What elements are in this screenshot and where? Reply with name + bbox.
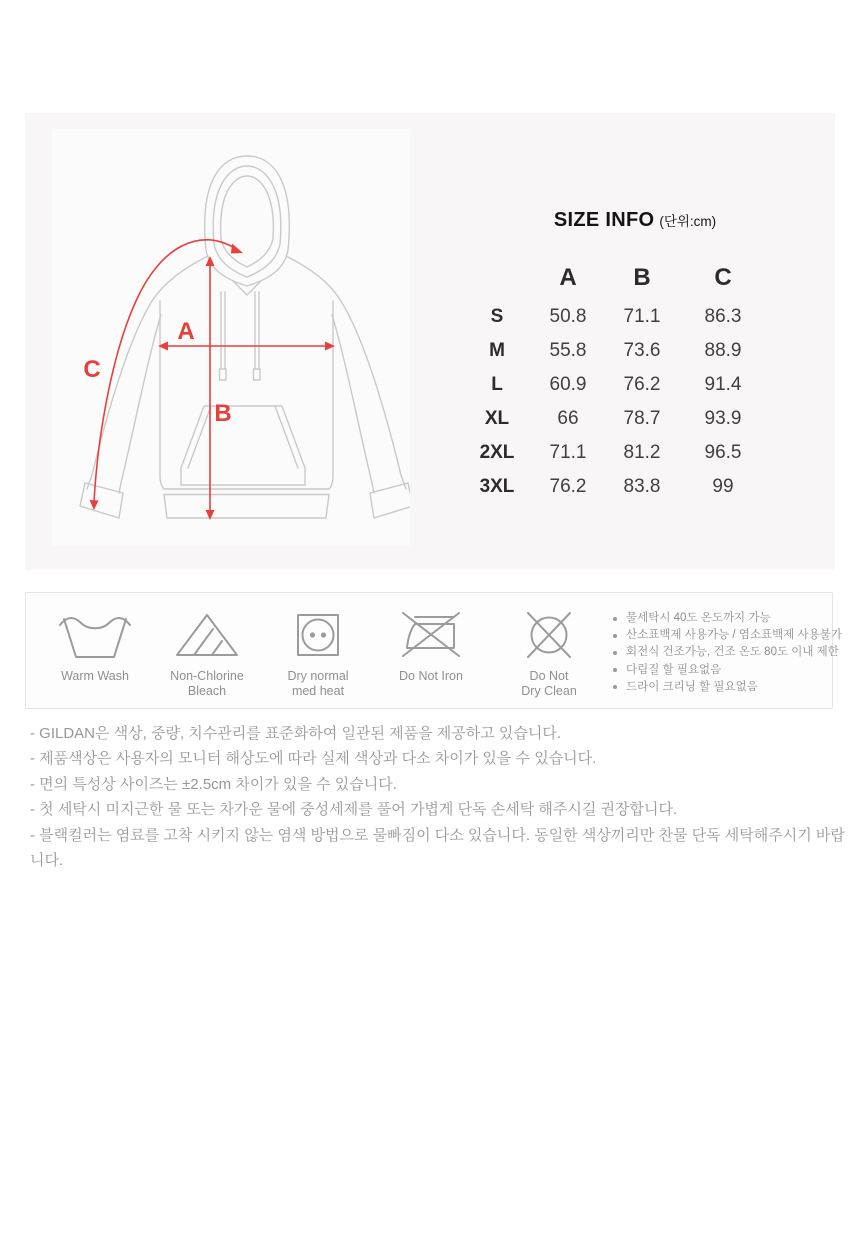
row-label-xl: XL bbox=[484, 408, 510, 429]
cell-3xl-a: 76.2 bbox=[549, 476, 587, 497]
measure-label-b: B bbox=[214, 400, 232, 427]
row-label-s: S bbox=[490, 306, 504, 327]
measure-arrow-b bbox=[206, 256, 215, 520]
cell-3xl-b: 83.8 bbox=[623, 476, 661, 497]
care-label-line1: Dry normal bbox=[287, 669, 349, 683]
do-not-dry-clean-icon bbox=[489, 609, 609, 661]
care-bullet: 다림질 할 필요없음 bbox=[611, 662, 851, 679]
cell-l-a: 60.9 bbox=[549, 374, 587, 395]
notes-section bbox=[30, 721, 845, 873]
measure-label-c: C bbox=[83, 356, 101, 383]
care-bullet: 물세탁시 40도 온도까지 가능 bbox=[611, 610, 851, 627]
cell-3xl-c: 99 bbox=[712, 476, 734, 497]
row-label-2xl: 2XL bbox=[479, 442, 515, 463]
cell-2xl-b: 81.2 bbox=[623, 442, 661, 463]
measure-label-a: A bbox=[177, 318, 195, 345]
cell-s-a: 50.8 bbox=[549, 306, 587, 327]
hoodie-line-art bbox=[52, 129, 410, 546]
care-label-line1: Do Not Iron bbox=[399, 669, 463, 683]
cell-m-a: 55.8 bbox=[549, 340, 587, 361]
col-header-c: C bbox=[714, 264, 732, 291]
bullet-dot-icon bbox=[613, 685, 617, 689]
care-bullet-list bbox=[611, 610, 851, 696]
tumble-dry-icon bbox=[258, 609, 378, 661]
warm-wash-icon bbox=[35, 609, 155, 661]
note-line: - 제품색상은 사용자의 모니터 해상도에 따라 실제 색상과 다소 차이가 있을 수 있습니다. bbox=[30, 750, 597, 768]
size-info-unit: (단위:cm) bbox=[659, 214, 717, 229]
row-label-l: L bbox=[491, 374, 503, 395]
bullet-dot-icon bbox=[613, 651, 617, 655]
care-label-line2: Bleach bbox=[187, 684, 227, 698]
cell-l-c: 91.4 bbox=[704, 374, 742, 395]
size-info-title bbox=[455, 209, 815, 232]
care-bullet: 회전식 건조가능, 건조 온도 80도 이내 제한 bbox=[611, 644, 851, 661]
note-line: - GILDAN은 색상, 중량, 치수관리를 표준화하여 일관된 제품을 제공하고 있습니다. bbox=[30, 725, 562, 742]
care-label-line1: Warm Wash bbox=[61, 669, 129, 683]
cell-xl-b: 78.7 bbox=[623, 408, 661, 429]
care-label-line1: Non-Chlorine bbox=[170, 669, 244, 683]
care-item-dry-normal bbox=[258, 609, 378, 699]
col-header-b: B bbox=[633, 264, 651, 291]
cell-s-b: 71.1 bbox=[623, 306, 661, 327]
bullet-dot-icon bbox=[613, 634, 617, 638]
size-info-panel bbox=[25, 113, 835, 570]
note-line: - 면의 특성상 사이즈는 ±2.5cm 차이가 있을 수 있습니다. bbox=[30, 775, 397, 793]
row-label-m: M bbox=[489, 340, 505, 361]
cell-l-b: 76.2 bbox=[623, 374, 661, 395]
size-info-heading: SIZE INFO bbox=[553, 209, 655, 231]
cell-m-b: 73.6 bbox=[623, 340, 661, 361]
cell-s-c: 86.3 bbox=[704, 306, 742, 327]
care-bullet: 드라이 크리닝 할 필요없음 bbox=[611, 679, 851, 696]
care-item-non-chlorine-bleach bbox=[147, 609, 267, 699]
cell-xl-c: 93.9 bbox=[704, 408, 742, 429]
care-instructions-panel bbox=[25, 592, 842, 709]
hoodie-measurement-diagram bbox=[52, 129, 410, 546]
care-bullet: 산소표백제 사용가능 / 염소표백제 사용불가 bbox=[611, 627, 851, 644]
care-label-line1: Do Not bbox=[529, 669, 569, 683]
cell-2xl-a: 71.1 bbox=[549, 442, 587, 463]
cell-xl-a: 66 bbox=[557, 408, 579, 429]
bullet-dot-icon bbox=[613, 617, 617, 621]
care-item-warm-wash bbox=[35, 609, 155, 684]
col-header-a: A bbox=[559, 264, 577, 291]
size-table bbox=[455, 256, 759, 504]
note-line: - 첫 세탁시 미지근한 물 또는 차가운 물에 중성세제를 풀어 가볍게 단독 손세탁 해주시길 권장합니다. bbox=[30, 801, 678, 819]
care-label-line2: Dry Clean bbox=[521, 684, 577, 698]
note-line: - 블랙컬러는 염료를 고착 시키지 않는 염색 방법으로 물빠짐이 다소 있습니다. 동일한 색상끼리만 찬물 단독 세탁해주시기 바랍니다. bbox=[30, 826, 845, 870]
cell-m-c: 88.9 bbox=[704, 340, 742, 361]
care-item-do-not-dry-clean bbox=[489, 609, 609, 699]
non-chlorine-bleach-icon bbox=[147, 609, 267, 661]
do-not-iron-icon bbox=[371, 609, 491, 661]
cell-2xl-c: 96.5 bbox=[704, 442, 742, 463]
care-item-do-not-iron bbox=[371, 609, 491, 684]
row-label-3xl: 3XL bbox=[479, 476, 515, 497]
care-label-line2: med heat bbox=[291, 684, 345, 698]
bullet-dot-icon bbox=[613, 668, 617, 672]
